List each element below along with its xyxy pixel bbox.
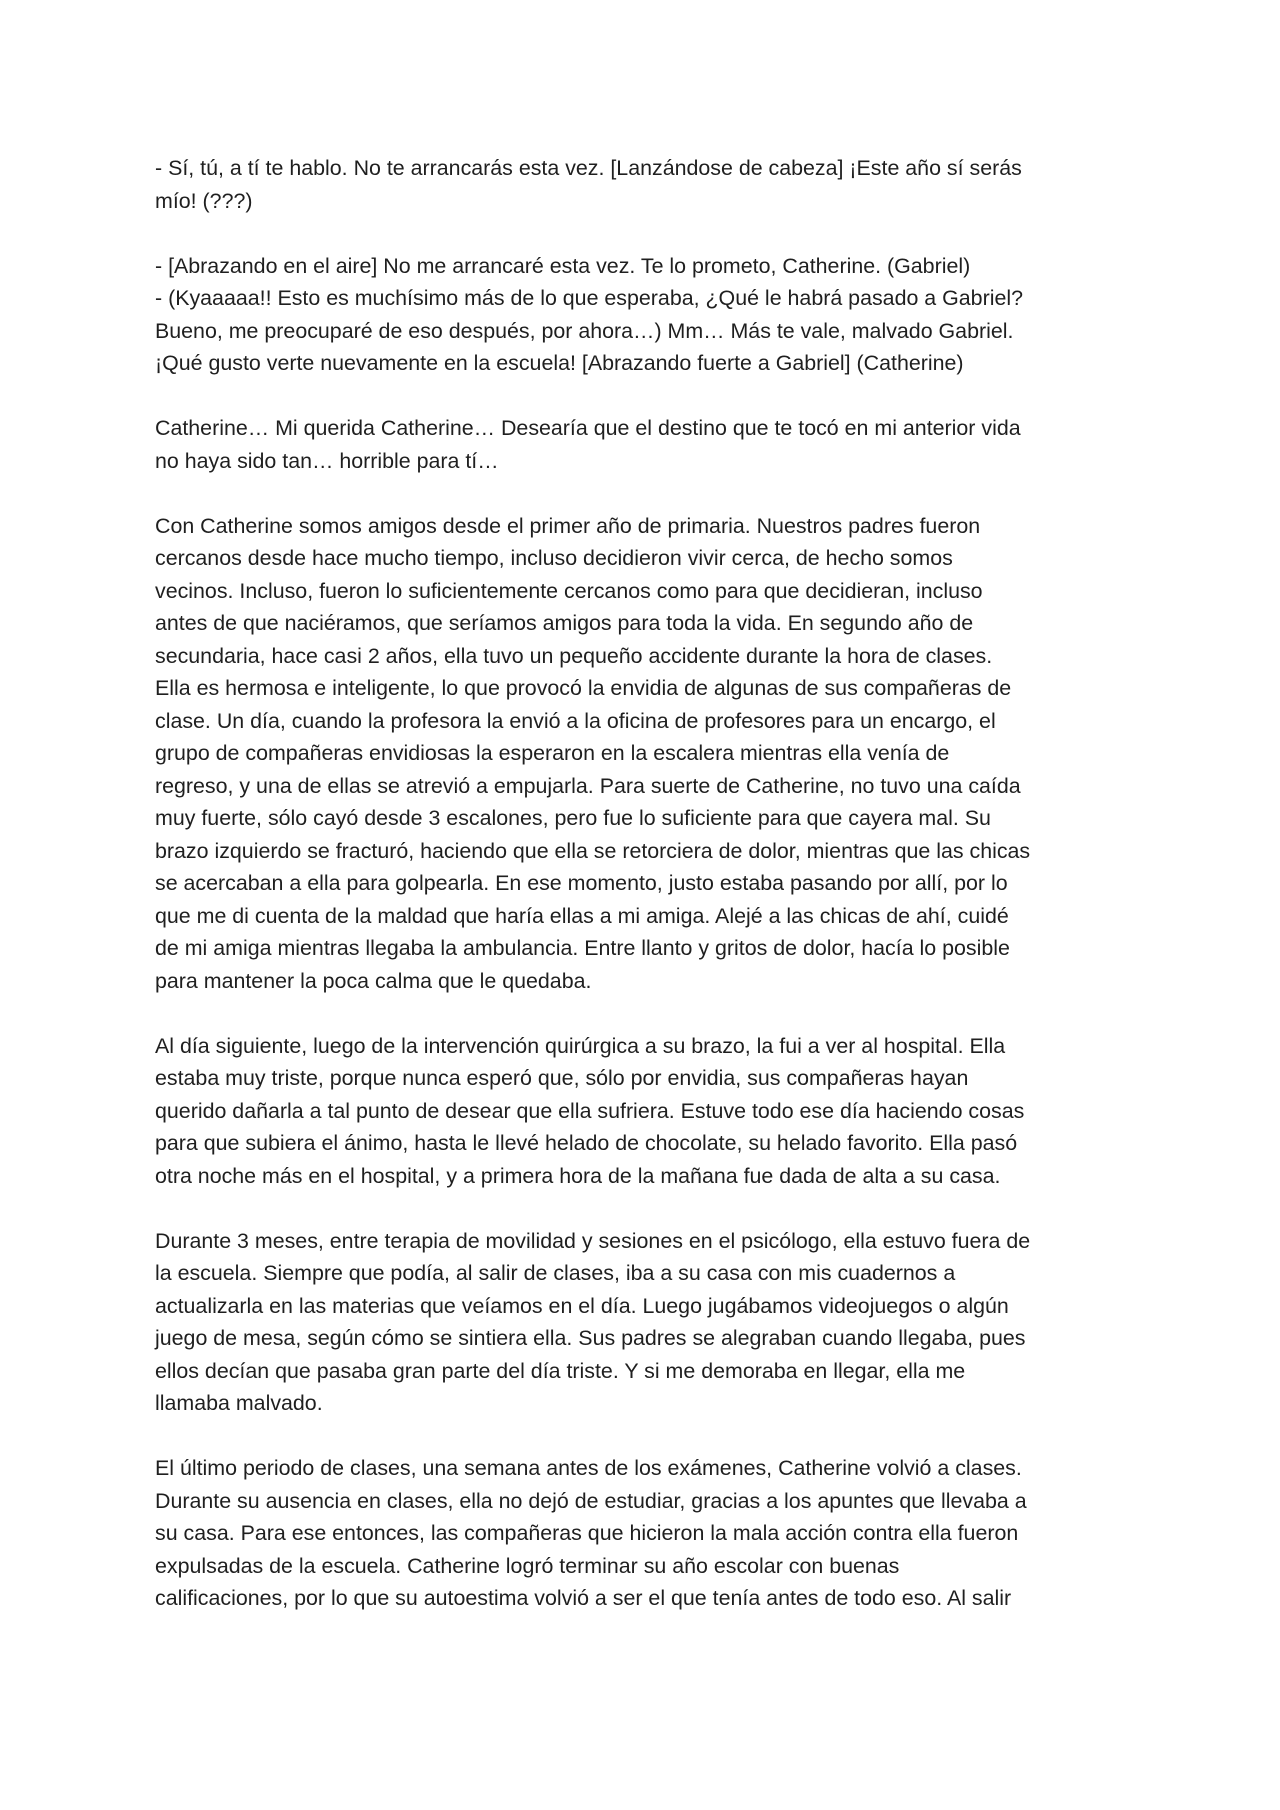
text-line: querido dañarla a tal punto de desear que ella sufriera. Estuve todo ese día haciendo cosas xyxy=(155,1098,1025,1123)
text-line: para mantener la poca calma que le quedaba. xyxy=(155,968,592,993)
paragraph xyxy=(155,1452,1145,1615)
text-line: El último periodo de clases, una semana antes de los exámenes, Catherine volvió a clases. xyxy=(155,1456,1022,1480)
text-line: grupo de compañeras envidiosas la esperaron en la escalera mientras ella venía de xyxy=(155,741,950,765)
paragraph xyxy=(155,1030,1145,1193)
text-line: que me di cuenta de la maldad que haría ellas a mi amiga. Alejé a las chicas de ahí, cuidé xyxy=(155,903,1009,928)
paragraph xyxy=(155,152,1145,217)
text-line: su casa. Para ese entonces, las compañeras que hicieron la mala acción contra ella fueron xyxy=(155,1521,1019,1545)
text-line: la escuela. Siempre que podía, al salir de clases, iba a su casa con mis cuadernos a xyxy=(155,1261,956,1285)
text-line: - [Abrazando en el aire] No me arrancaré esta vez. Te lo prometo, Catherine. (Gabriel) xyxy=(155,253,971,278)
document-body xyxy=(155,152,1145,1647)
text-line: Al día siguiente, luego de la intervención quirúrgica a su brazo, la fui a ver al hospital. Ella xyxy=(155,1033,1006,1058)
paragraph xyxy=(155,412,1145,477)
text-line: Bueno, me preocuparé de eso después, por ahora…) Mm… Más te vale, malvado Gabriel. xyxy=(155,318,1014,343)
text-line: - (Kyaaaaa!! Esto es muchísimo más de lo que esperaba, ¿Qué le habrá pasado a Gabriel? xyxy=(155,286,1023,310)
text-line: ellos decían que pasaba gran parte del día triste. Y si me demoraba en llegar, ella me xyxy=(155,1358,966,1383)
text-line: muy fuerte, sólo cayó desde 3 escalones, pero fue lo suficiente para que cayera mal. Su xyxy=(155,806,991,830)
text-line: Durante su ausencia en clases, ella no dejó de estudiar, gracias a los apuntes que llevaba a xyxy=(155,1488,1027,1513)
text-line: calificaciones, por lo que su autoestima volvió a ser el que tenía antes de todo eso. Al salir xyxy=(155,1586,1012,1610)
text-line: ¡Qué gusto verte nuevamente en la escuela! [Abrazando fuerte a Gabriel] (Catherine) xyxy=(155,351,964,375)
text-line: Catherine… Mi querida Catherine… Desearía que el destino que te tocó en mi anterior vida xyxy=(155,416,1021,440)
text-line: mío! (???) xyxy=(155,188,253,213)
text-line: otra noche más en el hospital, y a primera hora de la mañana fue dada de alta a su casa. xyxy=(155,1163,1001,1188)
text-line: vecinos. Incluso, fueron lo suficientemente cercanos como para que decidieran, incluso xyxy=(155,578,983,603)
paragraph xyxy=(155,250,1145,380)
text-line: estaba muy triste, porque nunca esperó que, sólo por envidia, sus compañeras hayan xyxy=(155,1066,969,1090)
text-line: no haya sido tan… horrible para tí… xyxy=(155,448,499,473)
text-line: regreso, y una de ellas se atrevió a empujarla. Para suerte de Catherine, no tuvo una caída xyxy=(155,773,1021,798)
text-line: juego de mesa, según cómo se sintiera ella. Sus padres se alegraban cuando llegaba, pues xyxy=(155,1326,1026,1350)
text-line: - Sí, tú, a tí te hablo. No te arrancarás esta vez. [Lanzándose de cabeza] ¡Este año sí serás xyxy=(155,156,1022,180)
text-line: expulsadas de la escuela. Catherine logró terminar su año escolar con buenas xyxy=(155,1553,900,1578)
text-line: de mi amiga mientras llegaba la ambulancia. Entre llanto y gritos de dolor, hacía lo posible xyxy=(155,936,1010,960)
text-line: llamaba malvado. xyxy=(155,1391,323,1415)
text-line: actualizarla en las materias que veíamos en el día. Luego jugábamos videojuegos o algún xyxy=(155,1293,1009,1318)
paragraph xyxy=(155,510,1145,998)
text-line: Ella es hermosa e inteligente, lo que provocó la envidia de algunas de sus compañeras de xyxy=(155,676,1012,700)
text-line: Con Catherine somos amigos desde el primer año de primaria. Nuestros padres fueron xyxy=(155,513,981,538)
text-line: secundaria, hace casi 2 años, ella tuvo un pequeño accidente durante la hora de clases. xyxy=(155,643,993,668)
text-line: para que subiera el ánimo, hasta le llevé helado de chocolate, su helado favorito. Ella pasó xyxy=(155,1131,1018,1155)
text-line: se acercaban a ella para golpearla. En ese momento, justo estaba pasando por allí, por lo xyxy=(155,871,1008,895)
text-line: clase. Un día, cuando la profesora la envió a la oficina de profesores para un encargo, el xyxy=(155,708,996,733)
text-line: Durante 3 meses, entre terapia de movilidad y sesiones en el psicólogo, ella estuvo fuera de xyxy=(155,1228,1031,1253)
text-line: cercanos desde hace mucho tiempo, incluso decidieron vivir cerca, de hecho somos xyxy=(155,546,953,570)
text-line: brazo izquierdo se fracturó, haciendo que ella se retorciera de dolor, mientras que las chicas xyxy=(155,838,1031,863)
text-line: antes de que naciéramos, que seríamos amigos para toda la vida. En segundo año de xyxy=(155,611,974,635)
paragraph xyxy=(155,1225,1145,1420)
